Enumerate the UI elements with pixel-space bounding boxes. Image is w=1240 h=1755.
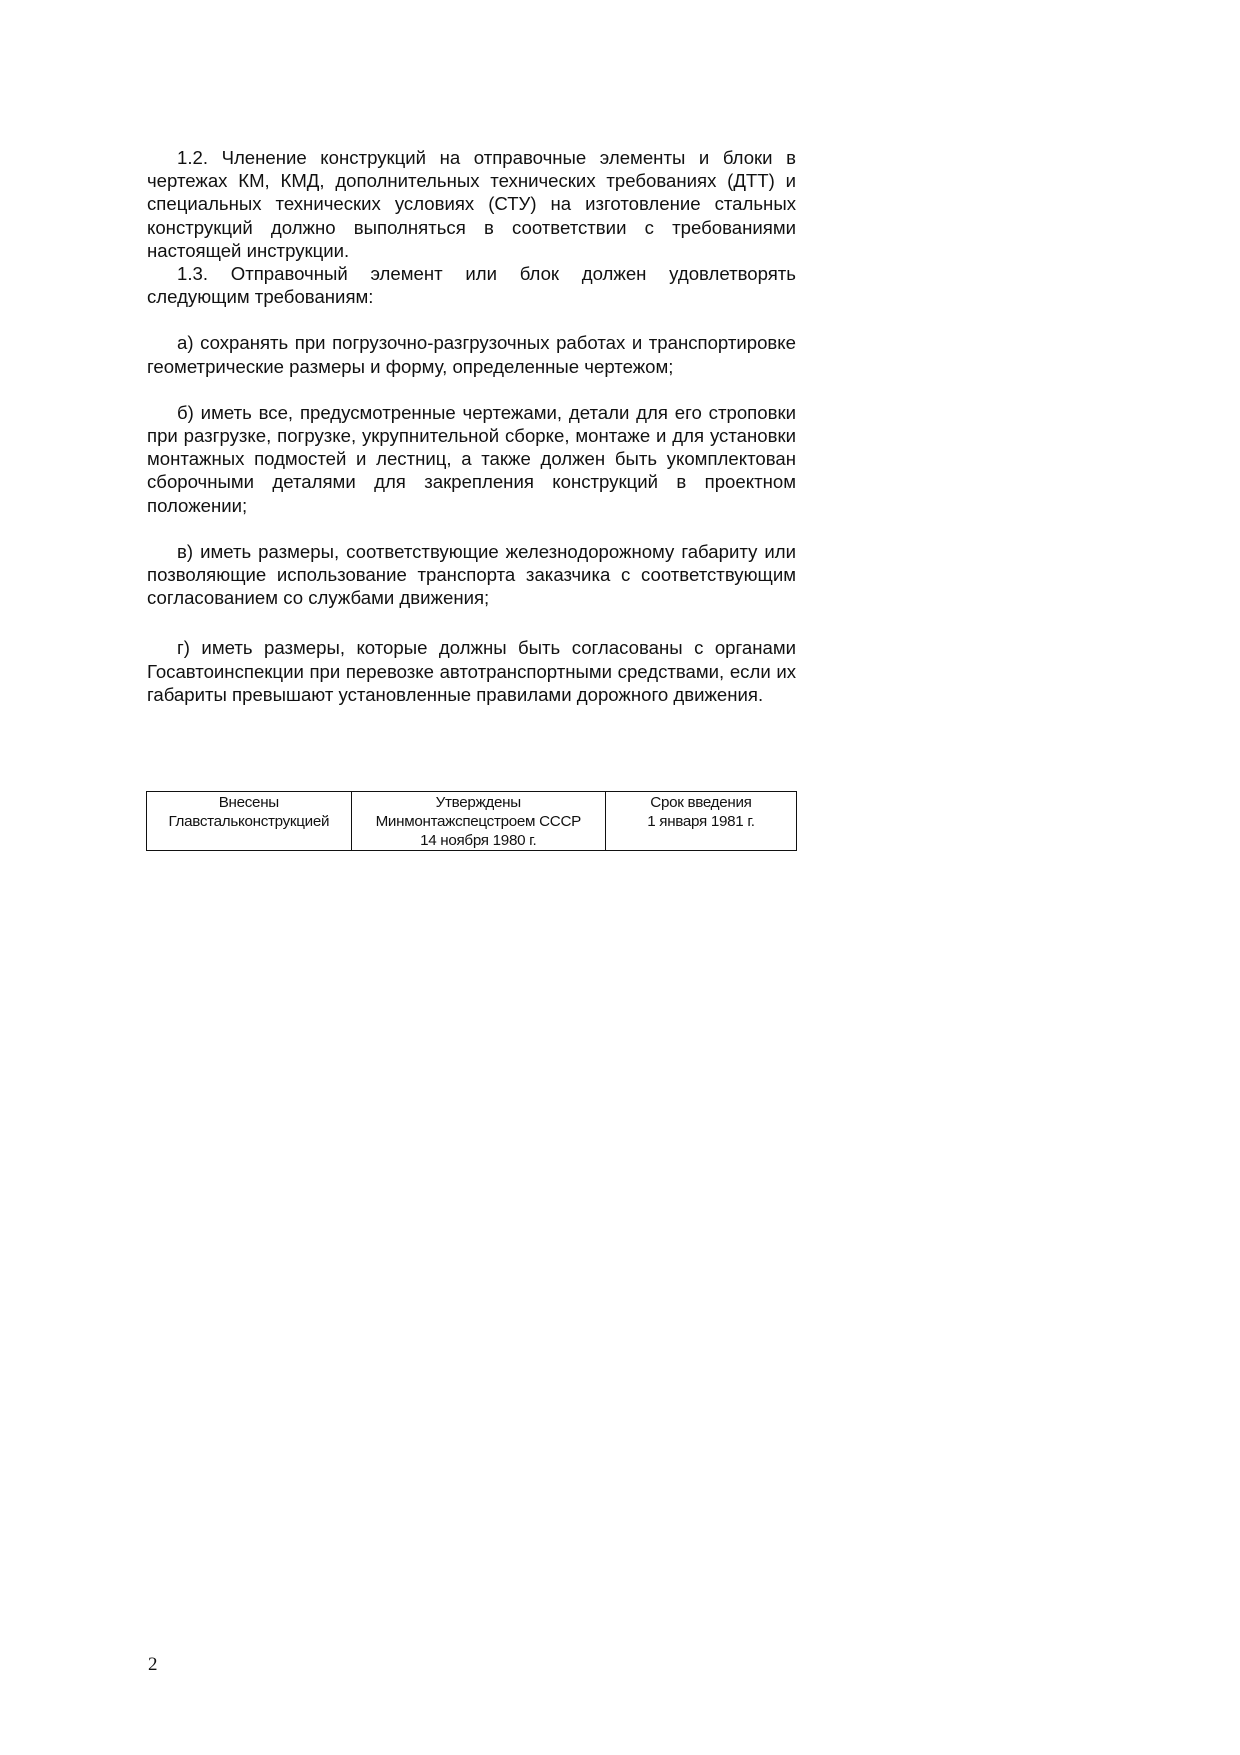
cell-heading: Утверждены (435, 794, 521, 811)
submitted-by-cell (147, 792, 352, 851)
list-item-g: г) иметь размеры, которые должны быть согласованы с органами Госавтоинспекции при перевозке автотранспортными средствами, если их габариты превышают установленные правилами дорожного движения. (147, 637, 796, 705)
cell-value: Главстальконструкцией (168, 813, 330, 830)
list-item-a: а) сохранять при погрузочно-разгрузочных работах и транспортировке геометрические размеры и форму, определенные чертежом; (147, 332, 796, 377)
table-row (147, 792, 797, 851)
paragraph-1-3: 1.3. Отправочный элемент или блок должен удовлетворять следующим требованиям: (147, 263, 796, 308)
cell-date: 14 ноября 1980 г. (420, 832, 537, 849)
cell-heading: Срок введения (650, 794, 752, 811)
paragraph-1-2: 1.2. Членение конструкций на отправочные элементы и блоки в чертежах КМ, КМД, дополнительных технических требованиях (ДТТ) и специальных технических условиях (СТУ) на изготовление стальных конструкций должно выполняться в соответствии с требованиями настоящей инструкции. (147, 147, 796, 261)
cell-value: Минмонтажспецстроем СССР (375, 813, 581, 830)
list-item-b: б) иметь все, предусмотренные чертежами, детали для его строповки при разгрузке, погрузке, укрупнительной сборке, монтаже и для установки монтажных подмостей и лестниц, а также должен быть укомплектован сборочными деталями для закрепления конструкций в проектном положении; (147, 401, 796, 516)
approval-info-table (146, 791, 797, 851)
document-body (147, 146, 796, 706)
list-item-v: в) иметь размеры, соответствующие железнодорожному габариту или позволяющие использование транспорта заказчика с соответствующим согласованием со службами движения; (147, 540, 796, 609)
cell-heading: Внесены (218, 794, 279, 811)
approved-by-cell (351, 792, 605, 851)
cell-value: 1 января 1981 г. (647, 813, 755, 830)
effective-date-cell (605, 792, 796, 851)
page-number: 2 (148, 1654, 158, 1675)
